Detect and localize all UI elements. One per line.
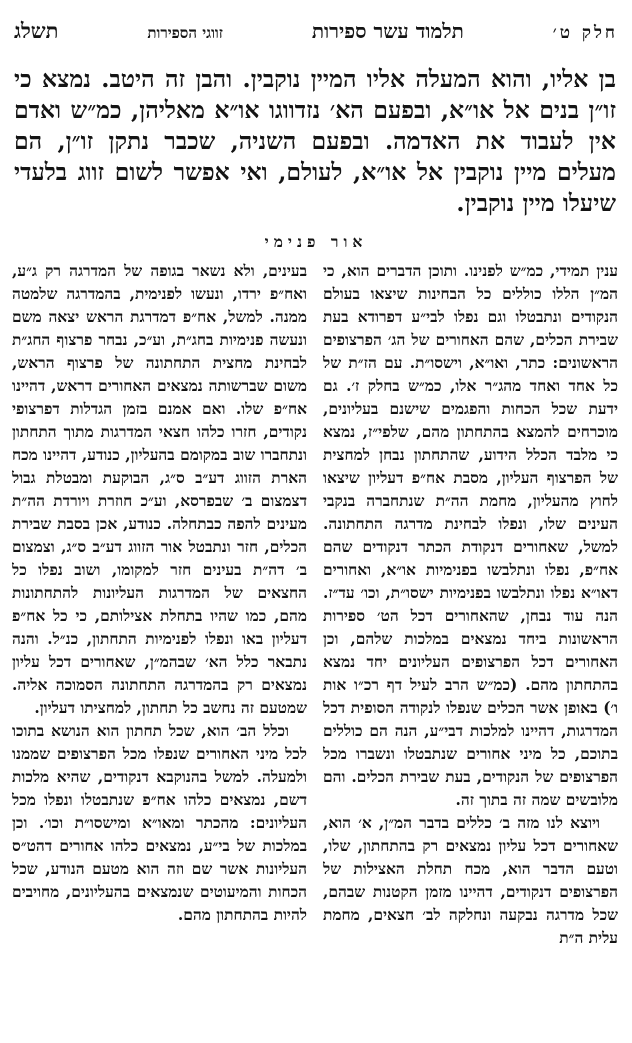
header-title: תלמוד עשר ספירות [311,19,464,43]
header-part: חלק ט׳ [552,23,618,43]
main-text-block: בן אליו, והוא המעלה אליו המיין נוקבין. והבן זה היטב. נמצא כי זו״ן בנים אל או״א, ובפעם הא׳ נזדווגו או״א מאליהן, כמ״ש ואדם אין לעבוד את האדמה. ובפעם השניה, שכבר נתקן זו״ן, הם מעלים מיין נוקבין אל או״א, לעולם, ואי אפשר לשום זווג בלעדי שיעלו מיין נוקבין. [14,65,616,217]
commentary-columns [12,260,618,1023]
right-column [323,260,618,1023]
left-column-paragraph: בעינים, ולא נשאר בגופה של המדרגה רק ג״ע, ואח״פ ירדו, ונעשו לפנימית, בהמדרגה שלמטה ממנה. למשל, אח״פ דמדרגת הראש יצאה משם ונעשה פנימיות בחג״ת, וע״כ, נבחר פרצוף החג״ת לבחינת מחצית התחתונה של פרצוף הראש, משום שברשותה נמצאים האחורים דראש, דהיינו אח״פ שלו. ואם אמנם בזמן הגדלות דפרצופי נקודים, חזרו כלהו חצאי המדרגות מתוך התחתון ונתחברו שוב במקומם בהעליון, כנודע, דהיינו מכח הארת הזווג דע״ב ס״ג, הבוקעת ומבטלת גבול דצמצום ב׳ שבפרסא, וע״כ חוזרת ויורדת הה״ת מעינים להפה כבתחלה. כנודע, אכן בסבת שבירת הכלים, חזר ונתבטל אור הזווג דע״ב ס״ג, וצמצום ב׳ דה״ת בעינים חזר למקומו, ושוב נפלו כל החצאים של המדרגות העליונות להתחתונות מהם, כמו שהיו בתחלת אצילותם, כי כל אח״פ דעליון באו ונפלו לפנימיות התחתון, כנ״ל. והנה נתבאר כלל הא׳ שבהמ״ן, שאחורים דכל עליון נמצאים רק בהמדרגה התחתונה הסמוכה אליה. שמטעם זה נחשב כל תחתון, למחציתו דעליון. [12,262,307,717]
running-header [14,18,618,46]
left-column [12,260,307,1023]
section-title: אור פנימי [264,232,368,251]
right-column-paragraph: ענין תמידי, כמ״ש לפנינו. ותוכן הדברים הוא, כי המ״ן הללו כוללים כל הבחינות שיצאו בעולם הנקודים ונתבטלו וגם נפלו לבי״ע דפרודא בעת שבירת הכלים, שהם האחורים של הג׳ הפרצופים הראשונים: כתר, ואו״א, וישסו״ת. עם הז״ת של כל אחד ואחד מהג״ר אלו, כמ״ש בחלק ז׳. גם ידעת שכל הכחות והפגמים שישנם בעליונים, מוכרחים להמצא בהתחתון מהם, שלפי״ז, נמצא כי מלבד הכלל הידוע, שהתחתון נבחן למחצית של הפרצוף העליון, מסבת אח״פ דעליון שיצאו לחוץ מהעליון, מחמת הה״ת שנתחברה בנקבי העינים שלו, ונפלו לבחינת מדרגה התחתונה. למשל, שאחורים דנקודת הכתר דנקודים שהם אח״פ, נפלו ונתלבשו בפנימיות או״א, ואחורים דאו״א נפלו ונתלבשו בפנימיות ישסו״ת, וכו׳ עד״ז. הנה עוד נבחן, שהאחורים דכל הט׳ ספירות הראשונות ביחד נמצאים במלכות שלהם, וכן האחורים דכל הפרצופים העליונים יחד נמצא בהתחתון מהם. (כמ״ש הרב לעיל דף רכ״ו אות ו׳) באופן אשר הכלים שנפלו לנקודה הסופית דכל המדרגות, דהיינו למלכות דבי״ע, הנה הם כוללים בתוכם, כל מיני אחורים שנתבטלו ונשברו מכל הפרצופים של הנקודים, בעת שבירת הכלים. והם מלובשים שמה זה בתוך זה. [323,262,618,809]
header-year: תשלג [14,18,59,43]
header-subtitle: זווגי הספירות [147,24,223,42]
right-column-paragraph: ויוצא לנו מזה ב׳ כללים בדבר המ״ן, א׳ הוא, שאחורים דכל עליון נמצאים רק בהתחתון, שלו, וטעם הדבר הוא, מכח תחלת האצילות של הפרצופים דנקודים, דהיינו מזמן הקטנות שבהם, שכל מדרגה נבקעה ונחלקה לב׳ חצאים, מחמת עלית ה״ת [323,814,618,947]
left-column-paragraph: וכלל הב׳ הוא, שכל תחתון הוא הנושא בתוכו לכל מיני האחורים שנפלו מכל הפרצופים שממנו ולמעלה. למשל בהנוקבא דנקודים, שהיא מלכות דשם, נמצאים כלהו אח״פ שנתבטלו ונפלו מכל העליונים: מהכתר ומאו״א ומישסו״ת וכו׳. וכן במלכות של בי״ע, נמצאים כלהו אחורים דהט״ס העליונות אשר שם וזה הוא מטעם הנודע, שכל הכחות והמיעוטים שנמצאים בהעליונים, מחויבים להיות בהתחתון מהם. [12,722,307,924]
